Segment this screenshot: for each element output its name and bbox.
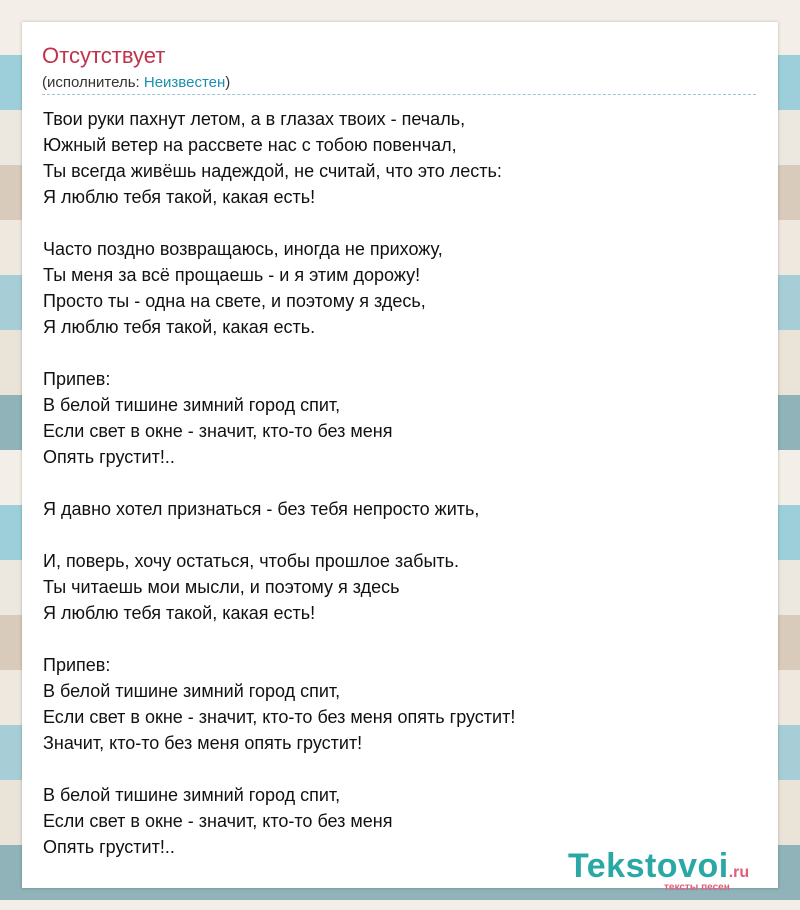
lyric-line: Я люблю тебя такой, какая есть! (43, 187, 316, 207)
lyric-line: Если свет в окне - значит, кто-то без меня опять грустит! (43, 707, 516, 727)
logo-tagline: тексты песен (664, 882, 730, 893)
lyric-line: Ты всегда живёшь надеждой, не считай, что это лесть: (43, 161, 502, 181)
lyric-line: В белой тишине зимний город спит, (43, 395, 341, 415)
lyric-line: Я люблю тебя такой, какая есть! (43, 603, 316, 623)
artist-prefix: (исполнитель: (42, 74, 144, 91)
lyric-line: Ты читаешь мои мысли, и поэтому я здесь (43, 577, 400, 597)
lyric-line: Просто ты - одна на свете, и поэтому я здесь, (43, 291, 426, 311)
logo-domain: .ru (728, 864, 750, 881)
lyric-line: Опять грустит!.. (43, 447, 175, 467)
lyric-blank-line (43, 756, 758, 782)
lyric-line: Если свет в окне - значит, кто-то без меня (43, 421, 393, 441)
artist-suffix: ) (225, 74, 231, 91)
lyric-line: Южный ветер на рассвете нас с тобою повенчал, (43, 135, 457, 155)
lyric-line: Я люблю тебя такой, какая есть. (43, 317, 316, 337)
lyric-line: Твои руки пахнут летом, а в глазах твоих - печаль, (43, 109, 466, 129)
lyric-blank-line (43, 522, 758, 548)
lyric-blank-line (43, 626, 758, 652)
lyric-line: В белой тишине зимний город спит, (43, 785, 341, 805)
artist-link[interactable]: Неизвестен (143, 74, 226, 91)
lyric-blank-line (43, 470, 758, 496)
lyrics-text (43, 106, 758, 860)
song-title: Отсутствует (42, 43, 166, 68)
lyric-line: Припев: (43, 655, 111, 675)
artist-line (42, 74, 756, 95)
lyric-line: Припев: (43, 369, 111, 389)
lyric-line: Опять грустит!.. (43, 837, 175, 857)
lyric-blank-line (43, 210, 758, 236)
lyric-line: Если свет в окне - значит, кто-то без меня (43, 811, 393, 831)
lyric-line: В белой тишине зимний город спит, (43, 681, 341, 701)
lyric-line: Я давно хотел признаться - без тебя непросто жить, (43, 499, 480, 519)
lyrics-card (22, 22, 778, 893)
lyric-blank-line (43, 340, 758, 366)
lyric-line: Ты меня за всё прощаешь - и я этим дорожу! (43, 265, 421, 285)
site-logo[interactable] (568, 847, 750, 893)
logo-wordmark: Tekstovoi (568, 847, 729, 885)
lyric-line: Значит, кто-то без меня опять грустит! (43, 733, 363, 753)
lyric-line: Часто поздно возвращаюсь, иногда не прихожу, (43, 239, 443, 259)
lyric-line: И, поверь, хочу остаться, чтобы прошлое забыть. (43, 551, 460, 571)
